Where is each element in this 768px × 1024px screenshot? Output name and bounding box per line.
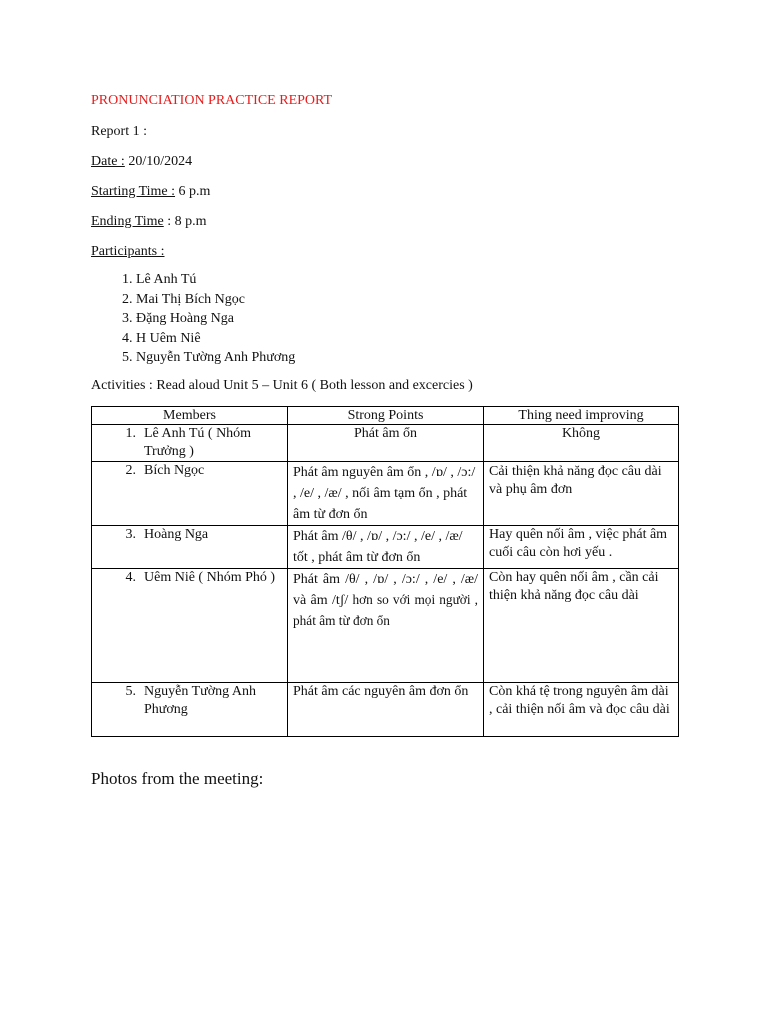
member-name: Uêm Niê ( Nhóm Phó ) [144, 569, 276, 585]
list-item: 1. Lê Anh Tú [136, 270, 678, 290]
row-number: 5. [125, 683, 136, 699]
report-number: Report 1 : [91, 124, 147, 139]
member-name: Lê Anh Tú ( Nhóm Trưởng ) [144, 425, 252, 459]
list-item: 3. Đặng Hoàng Nga [136, 309, 678, 329]
ending-time-label: Ending Time [91, 214, 164, 229]
table-row [92, 461, 679, 525]
participants-list [91, 270, 678, 368]
table-row [92, 525, 679, 568]
member-name: Nguyễn Tường Anh Phương [144, 683, 256, 717]
document-page [91, 92, 678, 806]
list-item: 2. Mai Thị Bích Ngọc [136, 290, 678, 310]
participants-label: Participants : [91, 244, 165, 259]
ending-time-value: : 8 p.m [163, 214, 207, 229]
ending-time-line [91, 212, 678, 231]
date-value: 20/10/2024 [124, 154, 193, 169]
date-line [91, 152, 678, 171]
starting-time-line [91, 182, 678, 201]
member-name: Hoàng Nga [144, 526, 209, 542]
strong-points-cell: Phát âm nguyên âm ổn , /ɒ/ , /ɔ:/ , /e/ , /æ/ , nối âm tạm ổn , phát âm từ đơn ổn [288, 461, 484, 525]
strong-points-cell: Phát âm các nguyên âm đơn ổn [288, 682, 484, 736]
strong-points-cell: Phát âm ổn [288, 424, 484, 461]
list-item: 5. Nguyễn Tường Anh Phương [136, 348, 678, 368]
table-header-row [92, 406, 679, 424]
starting-time-label: Starting Time : [91, 184, 176, 199]
improving-cell: Hay quên nối âm , việc phát âm cuối câu còn hơi yếu . [484, 525, 679, 568]
photos-heading: Photos from the meeting: [91, 768, 264, 788]
member-cell [92, 568, 288, 682]
header-improving: Thing need improving [484, 406, 679, 424]
strong-points-cell [288, 568, 484, 682]
table-row [92, 682, 679, 736]
improving-cell: Không [484, 424, 679, 461]
improving-cell: Còn khá tệ trong nguyên âm dài , cải thiện nối âm và đọc câu dài [484, 682, 679, 736]
improving-cell: Còn hay quên nối âm , cần cải thiện khả năng đọc câu dài [484, 568, 679, 682]
report-title: PRONUNCIATION PRACTICE REPORT [91, 93, 333, 108]
strong-points-text: Phát âm /θ/ , /ɒ/ , /ɔ:/ , /e/ , /æ/ và âm /tʃ/ [293, 571, 478, 608]
row-number: 2. [125, 462, 136, 478]
strong-points-text-small: hơn so với mọi người , phát âm từ đơn ổn [293, 591, 478, 628]
header-strong-points: Strong Points [288, 406, 484, 424]
table-row [92, 568, 679, 682]
member-cell [92, 424, 288, 461]
strong-points-cell: Phát âm /θ/ , /ɒ/ , /ɔ:/ , /e/ , /æ/ tốt , phát âm từ đơn ổn [288, 525, 484, 568]
date-label: Date : [91, 154, 125, 169]
table-row [92, 424, 679, 461]
header-members: Members [92, 406, 288, 424]
starting-time-value: 6 p.m [175, 184, 211, 199]
row-number: 4. [125, 569, 136, 585]
member-name: Bích Ngọc [144, 462, 205, 478]
row-number: 3. [125, 526, 136, 542]
activities-line: Activities : Read aloud Unit 5 – Unit 6 ( Both lesson and excercies ) [91, 377, 473, 393]
member-cell [92, 461, 288, 525]
evaluation-table [91, 406, 679, 737]
list-item: 4. H Uêm Niê [136, 329, 678, 349]
improving-text: Cải thiện khả năng đọc câu dài và phụ âm đơn [489, 463, 662, 497]
member-cell [92, 682, 288, 736]
participants-heading [91, 242, 678, 261]
member-cell [92, 525, 288, 568]
row-number: 1. [125, 425, 136, 441]
improving-cell [484, 461, 679, 525]
